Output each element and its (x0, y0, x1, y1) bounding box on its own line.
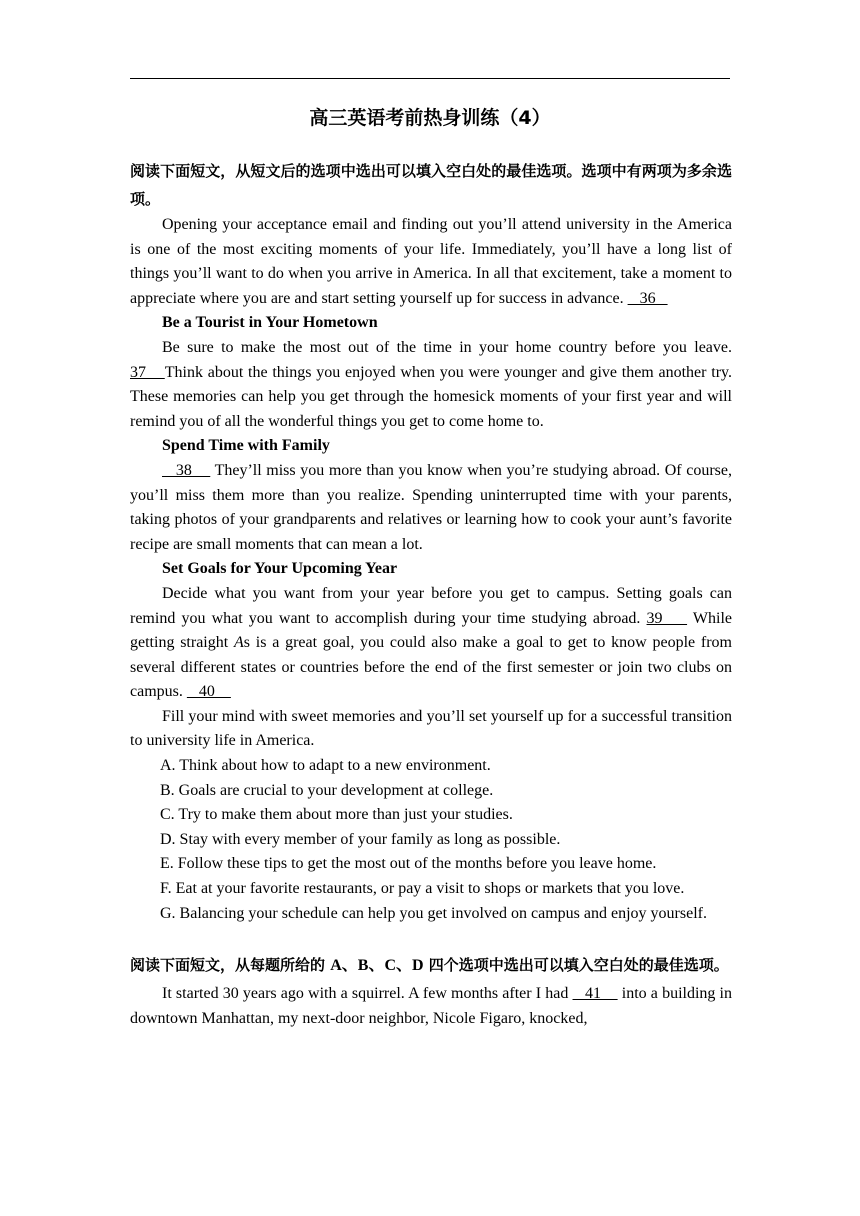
section-gap (130, 926, 732, 946)
italic-letter: A (233, 634, 244, 652)
section2-instruction-after: 四个选项中选出可以填入空白处的最佳选项。 (423, 956, 729, 975)
paragraph-goals-mid: While getting straight (130, 609, 732, 652)
paragraph-hometown (130, 336, 732, 434)
blank-41: 41 (572, 985, 618, 1003)
heading-goals: Set Goals for Your Upcoming Year (162, 560, 398, 578)
option-g: G. Balancing your schedule can help you get involved on campus and enjoy yourself. (160, 904, 707, 922)
section1-instruction: 阅读下面短文，从短文后的选项中选出可以填入空白处的最佳选项。选项中有两项为多余选项。 (130, 162, 732, 208)
option-a: A. Think about how to adapt to a new environment. (160, 757, 491, 775)
cloze-paragraph (130, 982, 732, 1031)
header-rule (130, 78, 730, 79)
paragraph-family (130, 459, 732, 557)
paragraph-goals (130, 582, 732, 705)
document-body (130, 157, 732, 1031)
heading-hometown: Be a Tourist in Your Hometown (162, 314, 378, 332)
option-f: F. Eat at your favorite restaurants, or pay a visit to shops or markets that you love. (160, 880, 685, 898)
option-d: D. Stay with every member of your family as long as possible. (160, 830, 561, 848)
paragraph-family-after: They’ll miss you more than you know when you’re studying abroad. Of course, you’ll miss them more than you realize. Spending uninterrupted time with your parents, taking photos of your grandparents and relatives or learning how to cook your aunt’s favorite recipe are small moments that can mean a lot. (130, 461, 733, 553)
cloze-after: into a building in downtown Manhattan, my next-door neighbor, Nicole Figaro, knocked, (130, 985, 733, 1027)
cloze-before: It started 30 years ago with a squirrel. A few months after I had (162, 985, 573, 1003)
paragraph-goals-before: Decide what you want from your year before you get to campus. Setting goals can remind you what you want to accomplish during your time studying abroad. (130, 584, 732, 627)
blank-37: 37 (130, 363, 165, 381)
section2-instruction-letters: A、B、C、D (330, 957, 424, 975)
intro-text: Opening your acceptance email and finding out you’ll attend university in the America is one of the most exciting moments of your life. Immediately, you’ll have a long list of things you’ll want to do when you arrive in America. In all that excitement, take a moment to appreciate where you are and start setting yourself up for success in advance. (130, 216, 732, 307)
option-c: C. Try to make them about more than just your studies. (160, 806, 513, 824)
blank-40: 40 (186, 683, 231, 701)
section2-instruction (130, 951, 732, 980)
section2-instruction-before: 阅读下面短文，从每题所给的 (130, 956, 331, 975)
option-e: E. Follow these tips to get the most out of the months before you leave home. (160, 855, 657, 873)
blank-39: 39 (646, 609, 688, 627)
closing-paragraph: Fill your mind with sweet memories and you’ll set yourself up for a successful transition to university life in America. (130, 707, 732, 750)
paragraph-hometown-before: Be sure to make the most out of the time in your home country before you leave. (162, 338, 732, 356)
blank-36: 36 (627, 289, 668, 307)
paragraph-hometown-after: Think about the things you enjoyed when you were younger and give them another try. These memories can help you get through the homesick moments of your first year and will remind you of all the wonderful things you get to come home to. (130, 363, 732, 430)
page-title: 高三英语考前热身训练（4） (309, 107, 551, 129)
intro-paragraph (130, 213, 732, 311)
options-list (130, 754, 732, 926)
option-b: B. Goals are crucial to your development at college. (160, 781, 494, 799)
blank-38: 38 (162, 461, 211, 479)
paragraph-goals-after: s is a great goal, you could also make a goal to get to know people from several different states or countries before the end of the first semester or join two clubs on campus. (130, 634, 732, 701)
heading-family: Spend Time with Family (162, 437, 330, 455)
